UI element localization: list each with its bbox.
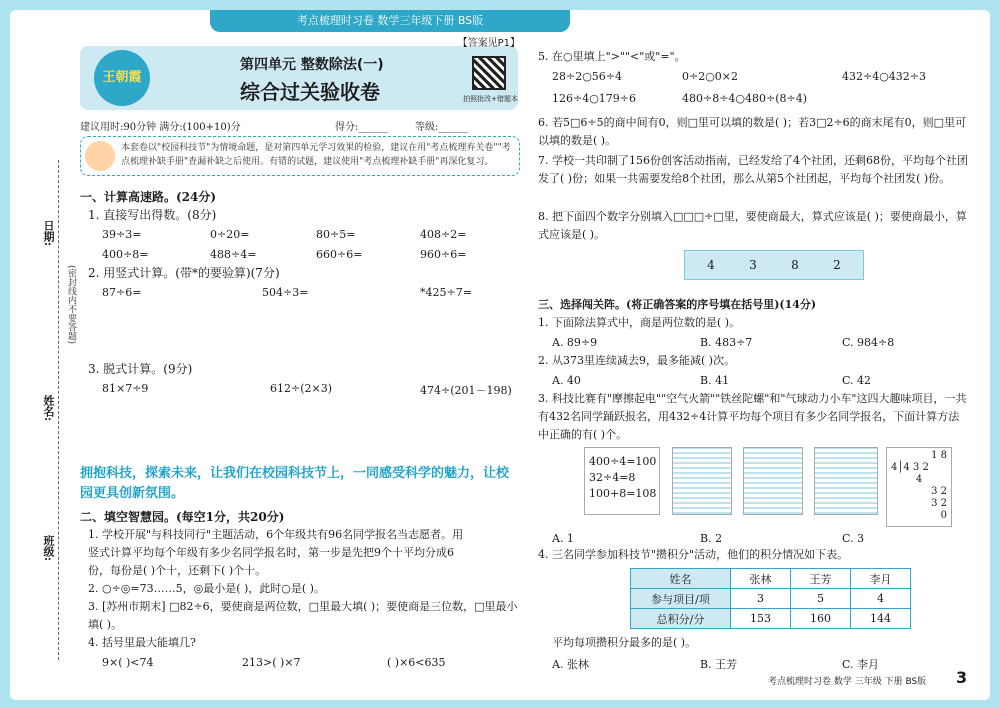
option[interactable]: C. 3 <box>842 532 865 545</box>
q3-item: 612÷(2×3) <box>270 382 333 395</box>
fill-3: 3. [苏州市期末] □82÷6，要使商是两位数，□里最大填( )；要使商是三位数，□里最小填( )。 <box>88 600 518 631</box>
unit-line: 第四单元 整数除法(一) <box>240 57 384 73</box>
table-cell: 3 <box>731 589 791 609</box>
q2-item: 504÷3= <box>262 286 309 299</box>
option[interactable]: A. 1 <box>552 532 574 545</box>
seal-note: (密封线内不要答题) <box>66 265 76 345</box>
table-cell: 144 <box>851 609 911 629</box>
table-cell: 姓名 <box>631 569 731 589</box>
grade-field[interactable]: 等级:______ <box>415 122 469 133</box>
q1-item: 488÷4= <box>210 248 257 261</box>
digit-card: 2 <box>833 258 841 272</box>
table-cell: 参与项目/项 <box>631 589 731 609</box>
q1-item: 80÷5= <box>316 228 356 241</box>
fill-1: 1. 学校开展"与科技同行"主题活动，6个年级共有96名同学报名当志愿者。用竖式计算平均每个年级有多少名同学报名时，第一步是先把9个十平均分成6份，每份是( )个十，还剩下( )个十。 <box>88 528 464 577</box>
q5-title: 5. 在○里填上">""<"或"="。 <box>538 50 686 63</box>
page-number: 3 <box>956 668 968 687</box>
intro-box <box>80 136 520 176</box>
q1-item: 960÷6= <box>420 248 467 261</box>
q7: 7. 学校一共印制了156份创客活动指南，已经发给了4个社团，还剩68份，平均每个社团发了( )份；如果一共需要发给8个社团，那么从第5个社团起，平均每个社团发( )份。 <box>538 154 968 185</box>
table-cell: 李月 <box>851 569 911 589</box>
q6: 6. 若5□6÷5的商中间有0，则□里可以填的数是( )；若3□2÷6的商末尾有0，则□里可以填的数是( )。 <box>538 116 967 147</box>
q5-item: 28÷2○56÷4 <box>552 70 623 83</box>
equation: 32÷4=8 <box>589 471 636 484</box>
brand-logo: 王朝霞 <box>94 50 150 106</box>
long-division: 1 8 4│4 3 2 4 3 2 3 2 0 <box>886 447 952 527</box>
digit-card: 4 <box>707 258 715 272</box>
grid-diagram <box>743 447 803 515</box>
fill-2: 2. ○÷◎=73……5，◎最小是( )，此时○是( )。 <box>88 582 325 595</box>
q2-item: 87÷6= <box>102 286 142 299</box>
slogan: 拥抱科技，探索未来，让我们在校园科技节上，一同感受科学的魅力，让校园更具创新氛围。 <box>80 466 510 501</box>
q1-item: 408÷2= <box>420 228 467 241</box>
q3-item: 81×7÷9 <box>102 382 149 395</box>
score-field[interactable]: 得分:______ <box>335 122 389 133</box>
option[interactable]: C. 42 <box>842 374 872 387</box>
digit-card: 3 <box>749 258 757 272</box>
option[interactable]: B. 2 <box>700 532 723 545</box>
equation: 400÷4=100 <box>589 455 657 468</box>
option[interactable]: B. 41 <box>700 374 730 387</box>
sidebar-name: 姓名: <box>42 395 55 422</box>
grid-diagram <box>814 447 878 515</box>
time-info: 建议用时:90分钟 满分:(100+10)分 <box>80 122 241 133</box>
sidebar-date: 日期: <box>42 220 55 247</box>
table-row <box>631 609 911 629</box>
table-cell: 4 <box>851 589 911 609</box>
table-cell: 王芳 <box>791 569 851 589</box>
page-title: 综合过关验收卷 <box>240 80 380 104</box>
table-row <box>631 569 911 589</box>
table-cell: 总积分/分 <box>631 609 731 629</box>
option[interactable]: C. 984÷8 <box>842 336 895 349</box>
grid-diagram <box>672 447 732 515</box>
option[interactable]: A. 40 <box>552 374 581 387</box>
table-cell: 5 <box>791 589 851 609</box>
score-table <box>630 568 911 629</box>
mascot-icon <box>85 141 115 171</box>
seal-line <box>58 160 59 660</box>
table-cell: 张林 <box>731 569 791 589</box>
q3-title: 3. 脱式计算。(9分) <box>88 362 193 376</box>
table-row <box>631 589 911 609</box>
choice-4-question: 平均每项攒积分最多的是( )。 <box>552 636 697 649</box>
title-box <box>80 46 518 110</box>
sidebar-class: 班级: <box>42 535 55 562</box>
choice-4: 4. 三名同学参加科技节"攒积分"活动，他们的积分情况如下表。 <box>538 548 849 561</box>
q1-item: 660÷6= <box>316 248 363 261</box>
table-cell: 153 <box>731 609 791 629</box>
section-1-title: 一、计算高速路。(24分) <box>80 190 217 204</box>
choice-3: 3. 科技比赛有"摩擦起电""空气火箭""铁丝陀螺"和"气球动力小车"这四大趣味项目，一共有432名同学踊跃报名，用432÷4计算平均每个项目有多少名同学报名，下面计算方法中正确的有( )个。 <box>538 392 967 441</box>
q2-title: 2. 用竖式计算。(带*的要验算)(7分) <box>88 266 280 280</box>
intro-text: 本套卷以"校园科技节"为情境命题，是对第四单元学习效果的检验，建议在用"考点梳理弃关卷""考点梳理补缺手册"查漏补缺之后使用。有错的试题，建议使用"考点梳理补缺手册"再深化复习。 <box>121 143 511 167</box>
equation: 100+8=108 <box>589 487 657 500</box>
choice-2: 2. 从373里连续减去9，最多能减( )次。 <box>538 354 736 367</box>
fill4-item: ( )×6<635 <box>387 656 446 669</box>
q5-item: 126÷4○179÷6 <box>552 92 637 105</box>
digit-card: 8 <box>791 258 799 272</box>
option[interactable]: B. 王芳 <box>700 658 738 671</box>
option[interactable]: B. 483÷7 <box>700 336 753 349</box>
q5-item: 432÷4○432÷3 <box>842 70 927 83</box>
footer: 考点梳理时习卷 数学 三年级 下册 BS版 <box>768 677 927 687</box>
q5-item: 0÷2○0×2 <box>682 70 739 83</box>
q3-item: 474÷(201－198) <box>420 384 512 397</box>
option[interactable]: A. 89÷9 <box>552 336 598 349</box>
section-3-title: 三、选择闯关阵。(将正确答案的序号填在括号里)(14分) <box>538 298 817 311</box>
q8: 8. 把下面四个数字分别填入□□□÷□里，要使商最大，算式应该是( )；要使商最小，算式应该是( )。 <box>538 210 967 241</box>
section-2-title: 二、填空智慧园。(每空1分，共20分) <box>80 510 285 524</box>
answer-reference: 【答案见P1】 <box>457 38 520 49</box>
q1-item: 0÷20= <box>210 228 250 241</box>
method-equations <box>584 447 660 515</box>
digit-cards <box>684 250 864 280</box>
fill-4: 4. 括号里最大能填几? <box>88 636 196 649</box>
choice-1: 1. 下面除法算式中，商是两位数的是( )。 <box>538 316 741 329</box>
q5-item: 480÷8÷4○480÷(8÷4) <box>682 92 808 105</box>
fill4-item: 213>( )×7 <box>242 656 301 669</box>
top-banner: 考点梳理时习卷 数学三年级下册 BS版 <box>210 10 570 32</box>
table-cell: 160 <box>791 609 851 629</box>
exam-sheet <box>10 10 990 700</box>
option[interactable]: A. 张林 <box>552 658 589 671</box>
q2-item: *425÷7= <box>420 286 472 299</box>
q1-item: 400÷8= <box>102 248 149 261</box>
meta-row <box>80 118 520 133</box>
fill4-item: 9×( )<74 <box>102 656 154 669</box>
q1-item: 39÷3= <box>102 228 142 241</box>
option[interactable]: C. 李月 <box>842 658 880 671</box>
q1-title: 1. 直接写出得数。(8分) <box>88 208 217 222</box>
qr-caption: 拍照批改+错题本 <box>463 95 518 103</box>
qr-code-icon[interactable] <box>472 56 506 90</box>
